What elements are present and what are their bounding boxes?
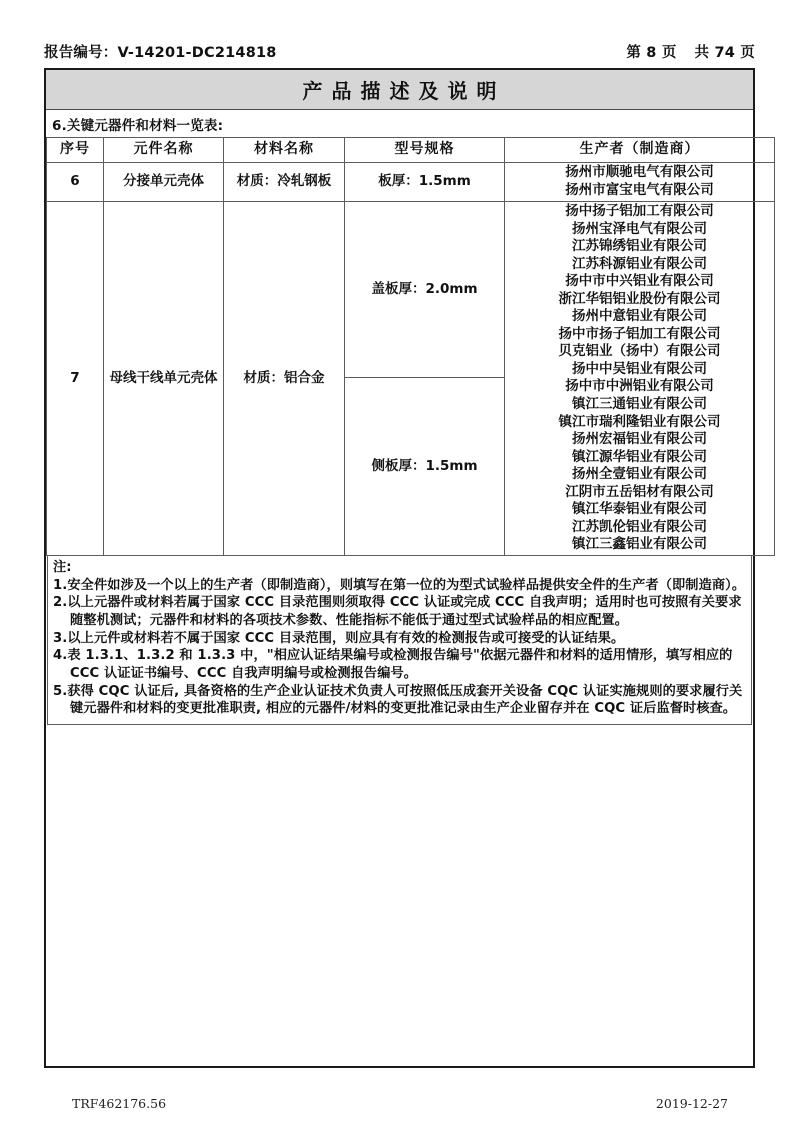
running-footer (72, 1096, 728, 1111)
column-header-material: 材料名称 (224, 138, 345, 163)
note-item: 2.以上元器件或材料若属于国家 CCC 目录范围则须取得 CCC 认证或完成 CCC 自我声明；适用时也可按照有关要求随整机测试；元器件和材料的各项技术参数、性能指标不能低于通过型式试验样品的相应配置。 (53, 595, 742, 628)
maker-name: 镇江华泰铝业有限公司 (572, 501, 707, 518)
notes-heading: 注: (53, 559, 72, 575)
maker-name: 江苏锦绣铝业有限公司 (572, 238, 707, 255)
maker-list (507, 203, 772, 554)
cell-part: 分接单元壳体 (104, 163, 224, 202)
page-frame (44, 68, 755, 1068)
form-code: TRF462176.56 (72, 1096, 167, 1111)
maker-name: 贝克铝业（扬中）有限公司 (558, 343, 721, 360)
cell-part: 母线干线单元壳体 (104, 202, 224, 556)
maker-name: 扬州中意铝业有限公司 (572, 308, 707, 325)
column-header-spec: 型号规格 (345, 138, 505, 163)
maker-name: 扬州全壹铝业有限公司 (572, 466, 707, 483)
maker-name: 江阴市五岳铝材有限公司 (565, 483, 714, 500)
maker-name: 扬州宏福铝业有限公司 (572, 431, 707, 448)
section-label: 6.关键元器件和材料一览表: (52, 118, 224, 134)
table-header-row (47, 138, 775, 163)
maker-name: 江苏凯伦铝业有限公司 (572, 518, 707, 535)
page-current: 第 8 页 (626, 45, 677, 61)
cell-seq: 6 (47, 163, 104, 202)
document-date: 2019-12-27 (655, 1096, 728, 1111)
maker-name: 扬中市中洲铝业有限公司 (565, 378, 714, 395)
maker-name: 浙江华铝铝业股份有限公司 (558, 290, 721, 307)
note-item: 3.以上元件或材料若不属于国家 CCC 目录范围，则应具有有效的检测报告或可接受的认证结果。 (53, 630, 625, 646)
table-row (47, 202, 775, 556)
table-row (47, 163, 775, 202)
cell-spec (345, 202, 505, 556)
report-number: 报告编号：V-14201-DC214818 (44, 45, 277, 61)
notes-block (47, 556, 752, 725)
column-header-maker: 生产者（制造商） (505, 138, 775, 163)
column-header-seq: 序号 (47, 138, 104, 163)
maker-name: 扬州宝泽电气有限公司 (572, 220, 707, 237)
page-total: 共 74 页 (694, 45, 755, 61)
spec-cover-thickness: 盖板厚：2.0mm (345, 202, 504, 378)
maker-name: 扬州市富宝电气有限公司 (565, 182, 714, 198)
maker-name: 镇江源华铝业有限公司 (572, 448, 707, 465)
column-header-part: 元件名称 (104, 138, 224, 163)
key-components-table (46, 137, 775, 556)
page-indicator (626, 41, 755, 62)
cell-spec: 板厚：1.5mm (345, 163, 505, 202)
maker-name: 扬中扬子铝加工有限公司 (565, 203, 714, 219)
maker-name: 扬中市中兴铝业有限公司 (565, 273, 714, 290)
cell-seq: 7 (47, 202, 104, 556)
spec-side-thickness: 侧板厚：1.5mm (371, 458, 478, 475)
cell-makers (505, 202, 775, 556)
cell-makers (505, 163, 775, 202)
cell-material: 材质：冷轧钢板 (224, 163, 345, 202)
note-item: 1.安全件如涉及一个以上的生产者（即制造商），则填写在第一位的为型式试验样品提供安全件的生产者（即制造商）。 (53, 577, 746, 593)
maker-name: 镇江三通铝业有限公司 (572, 396, 707, 413)
cell-material: 材质：铝合金 (224, 202, 345, 556)
maker-name: 扬州市顺驰电气有限公司 (565, 164, 714, 181)
running-header (44, 38, 755, 62)
note-item: 5.获得 CQC 认证后, 具备资格的生产企业认证技术负责人可按照低压成套开关设备 CQC 认证实施规则的要求履行关键元器件和材料的变更批准职责, 相应的元器件/材料的变更批准记录由生产企业留存并在 CQC 证后监督时核查。 (53, 683, 743, 717)
notes-items (53, 577, 746, 719)
maker-name: 镇江市瑞利隆铝业有限公司 (558, 413, 721, 430)
maker-name: 扬中中吴铝业有限公司 (572, 360, 707, 377)
page-title: 产品描述及说明 (46, 70, 753, 110)
maker-name: 扬中市扬子铝加工有限公司 (558, 325, 721, 342)
maker-name: 镇江三鑫铝业有限公司 (572, 536, 707, 553)
maker-list (507, 164, 772, 199)
maker-name: 江苏科源铝业有限公司 (572, 255, 707, 272)
note-item: 4.表 1.3.1、1.3.2 和 1.3.3 中，"相应认证结果编号或检测报告编号"依据元器件和材料的适用情形，填写相应的 CCC 认证证书编号、CCC 自我声明编号或检测报告编号。 (53, 648, 733, 682)
